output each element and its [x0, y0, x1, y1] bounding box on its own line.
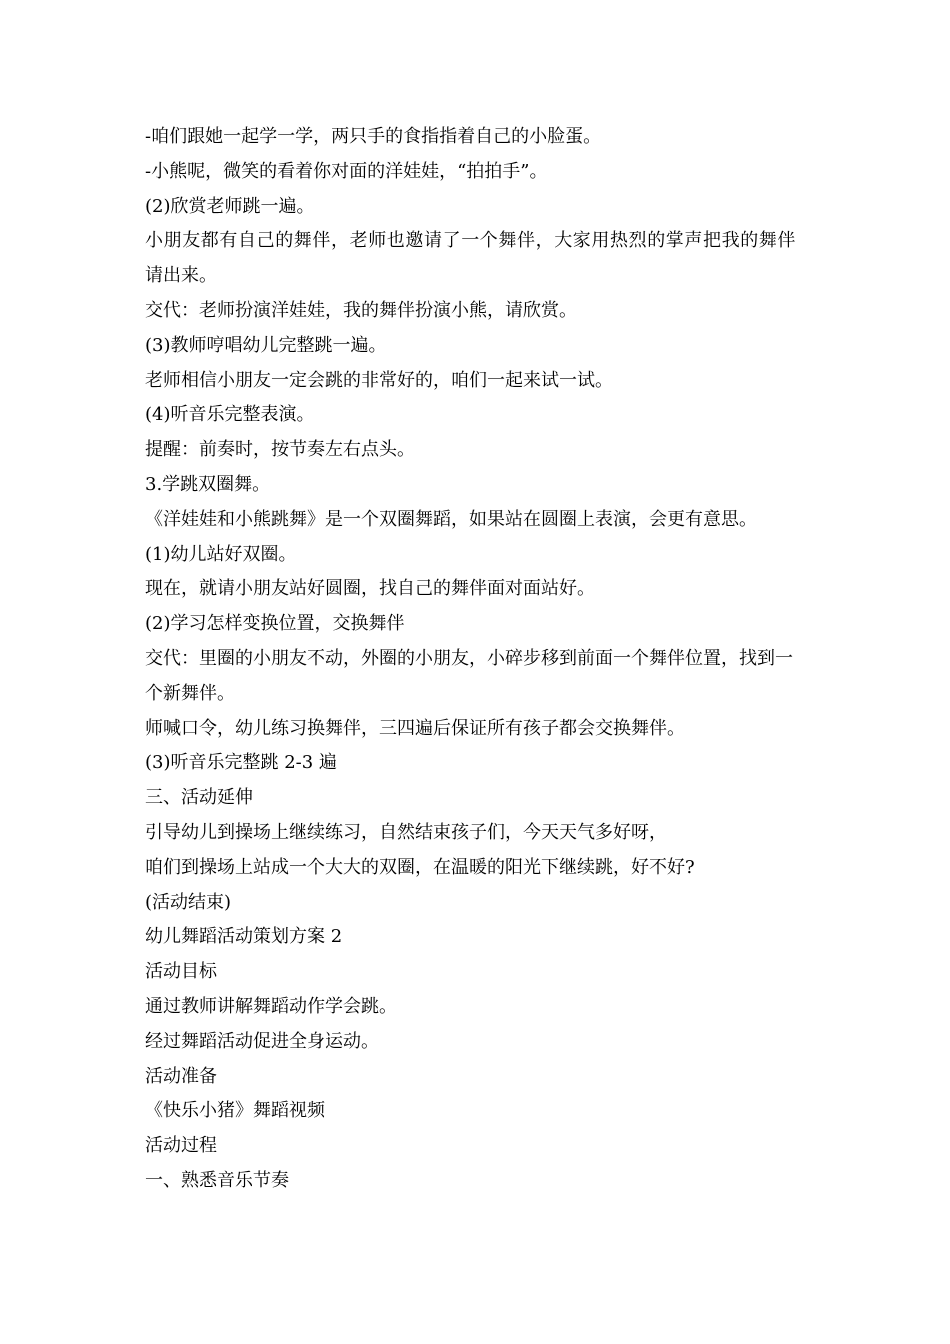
text-line: -小熊呢，微笑的看着你对面的洋娃娃，“拍拍手”。 — [145, 160, 548, 182]
document-title: 幼儿舞蹈活动策划方案 2 — [145, 926, 343, 948]
section-heading: 3.学跳双圈舞。 — [145, 473, 271, 495]
text-line: 通过教师讲解舞蹈动作学会跳。 — [145, 995, 397, 1017]
text-line: 经过舞蹈活动促进全身运动。 — [145, 1030, 379, 1052]
text-line: 提醒：前奏时，按节奏左右点头。 — [145, 439, 415, 461]
text-line: (2)学习怎样变换位置，交换舞伴 — [145, 613, 405, 635]
text-line: (4)听音乐完整表演。 — [145, 404, 315, 426]
section-heading: 活动准备 — [145, 1065, 217, 1087]
text-line: 个新舞伴。 — [145, 682, 235, 704]
text-line: 老师相信小朋友一定会跳的非常好的，咱们一起来试一试。 — [145, 369, 613, 391]
text-line: 引导幼儿到操场上继续练习，自然结束孩子们，今天天气多好呀， — [145, 821, 667, 843]
text-line: (3)教师哼唱幼儿完整跳一遍。 — [145, 334, 387, 356]
text-line: (活动结束) — [145, 891, 232, 913]
section-heading: 活动过程 — [145, 1135, 217, 1157]
text-line: 师喊口令，幼儿练习换舞伴，三四遍后保证所有孩子都会交换舞伴。 — [145, 717, 685, 739]
text-line: 交代：里圈的小朋友不动，外圈的小朋友，小碎步移到前面一个舞伴位置，找到一 — [145, 647, 793, 669]
section-heading: 一、熟悉音乐节奏 — [145, 1169, 289, 1191]
text-line: 咱们到操场上站成一个大大的双圈，在温暖的阳光下继续跳，好不好? — [145, 856, 695, 878]
document-body — [145, 120, 810, 1199]
text-line: (1)幼儿站好双圈。 — [145, 543, 297, 565]
text-line: 交代：老师扮演洋娃娃，我的舞伴扮演小熊，请欣赏。 — [145, 299, 577, 321]
section-heading: 三、活动延伸 — [145, 787, 253, 809]
text-line: 《快乐小猪》舞蹈视频 — [145, 1100, 325, 1122]
text-line: 小朋友都有自己的舞伴，老师也邀请了一个舞伴，大家用热烈的掌声把我的舞伴 — [145, 230, 796, 252]
text-line: 请出来。 — [145, 265, 217, 287]
text-line: (2)欣赏老师跳一遍。 — [145, 195, 315, 217]
text-line: 现在，就请小朋友站好圆圈，找自己的舞伴面对面站好。 — [145, 578, 595, 600]
text-line: (3)听音乐完整跳 2-3 遍 — [145, 752, 337, 774]
text-line: 《洋娃娃和小熊跳舞》是一个双圈舞蹈，如果站在圆圈上表演，会更有意思。 — [145, 508, 757, 530]
text-line: -咱们跟她一起学一学，两只手的食指指着自己的小脸蛋。 — [145, 126, 602, 147]
section-heading: 活动目标 — [145, 961, 217, 983]
